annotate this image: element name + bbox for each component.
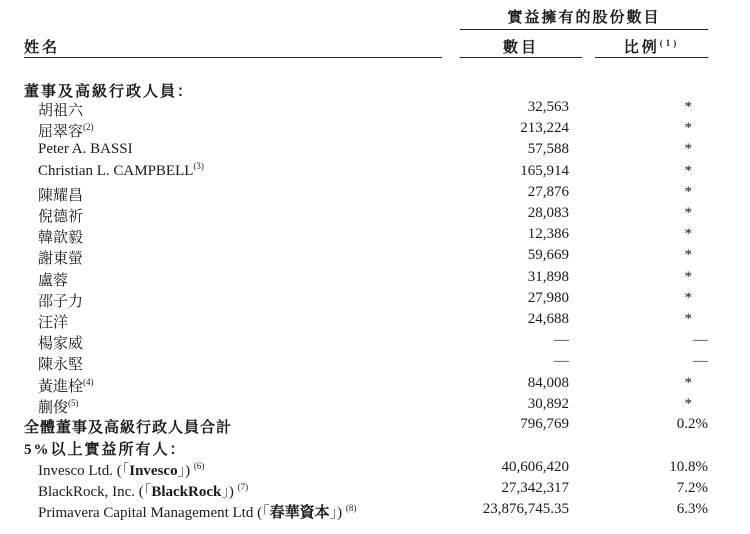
- director-percentage: *: [684, 311, 692, 327]
- footnote-ref: (4): [83, 376, 94, 387]
- director-percentage: *: [684, 141, 692, 158]
- director-name: 倪德祈: [38, 209, 84, 225]
- director-percentage: *: [684, 205, 692, 221]
- holder-name: BlackRock, Inc. (「BlackRock」) $^{(7)}$: [38, 482, 249, 501]
- holder-percentage: 7.2%: [676, 480, 708, 497]
- footnote-ref: (8): [345, 503, 357, 514]
- director-name: 盧蓉: [38, 272, 69, 289]
- director-percentage: *: [684, 395, 692, 412]
- director-row: [0, 160, 750, 184]
- total-percentage: 0.2%: [676, 416, 708, 432]
- director-row: [0, 120, 750, 141]
- director-row: [0, 332, 750, 353]
- director-share-count: 32,563: [527, 99, 569, 115]
- director-share-count: 24,688: [527, 311, 569, 327]
- group-header-rule: [460, 29, 708, 30]
- director-share-count: 31,898: [527, 268, 569, 285]
- director-share-count: 213,224: [520, 120, 569, 137]
- director-row: [0, 141, 750, 162]
- name-header-rule: [24, 57, 442, 58]
- director-row: [0, 99, 750, 120]
- substantial-holder-row: [0, 501, 750, 522]
- holder-share-count: 23,876,745.35: [482, 501, 569, 518]
- director-percentage: —: [693, 353, 708, 370]
- director-name: Peter A. BASSI: [38, 141, 133, 158]
- director-percentage: *: [684, 99, 692, 115]
- director-name: 陳耀昌: [38, 187, 84, 204]
- directors-section-heading: 董事及高級行政人員：: [24, 84, 195, 100]
- director-row: [0, 226, 750, 247]
- director-row: [0, 184, 750, 205]
- total-label: 全體董事及高級行政人員合計: [24, 420, 233, 436]
- director-row: [0, 290, 750, 311]
- percentage-header-rule: [595, 57, 708, 58]
- holder-short-name: Invesco: [129, 463, 178, 479]
- director-row: [0, 247, 750, 268]
- footnote-ref: (2): [83, 122, 94, 133]
- director-share-count: 84,008: [527, 374, 569, 391]
- shares-group-header: 實益擁有的股份數目: [507, 10, 661, 26]
- director-share-count: —: [554, 353, 569, 370]
- director-name: 黃進栓$^{(4)}$: [38, 376, 94, 395]
- name-column-header: 姓名: [24, 40, 61, 56]
- total-count: 796,769: [520, 416, 569, 432]
- director-percentage: *: [684, 120, 692, 137]
- director-name: 楊家威: [38, 336, 84, 353]
- percentage-column-header: 比例$^{(1)}$: [623, 38, 680, 56]
- director-name: 邵子力: [38, 293, 84, 310]
- director-share-count: 27,876: [527, 183, 569, 200]
- director-percentage: *: [684, 268, 692, 285]
- director-percentage: *: [684, 162, 692, 179]
- director-percentage: *: [684, 289, 692, 306]
- director-row: [0, 353, 750, 374]
- director-name: 謝東螢: [38, 251, 84, 268]
- footnote-ref: (7): [237, 482, 249, 493]
- director-name: 陳永堅: [38, 357, 84, 374]
- director-row: [0, 396, 750, 417]
- holder-share-count: 27,342,317: [501, 480, 569, 497]
- director-share-count: —: [554, 332, 569, 349]
- director-name: 胡祖六: [38, 103, 84, 119]
- footnote-ref: (3): [193, 160, 204, 171]
- director-share-count: 12,386: [527, 226, 569, 243]
- director-share-count: 30,892: [527, 395, 569, 412]
- director-row: [0, 269, 750, 290]
- director-percentage: *: [684, 226, 692, 243]
- director-share-count: 28,083: [527, 205, 569, 221]
- director-share-count: 165,914: [520, 162, 569, 179]
- substantial-holders-heading: 5%以上實益所有人：: [24, 442, 187, 458]
- holder-short-name: 春華資本: [269, 505, 330, 522]
- substantial-holder-row: [0, 459, 750, 480]
- director-percentage: *: [684, 247, 692, 264]
- directors-total-row: [0, 416, 750, 437]
- director-share-count: 59,669: [527, 247, 569, 264]
- director-name: 韓歆毅: [38, 230, 84, 247]
- footnote-ref: (5): [68, 397, 79, 408]
- director-row: [0, 205, 750, 226]
- director-percentage: —: [693, 332, 708, 349]
- director-name: 汪洋: [38, 315, 69, 331]
- director-row: [0, 311, 750, 332]
- holder-name: Invesco Ltd. (「Invesco」) $^{(6)}$: [38, 461, 205, 479]
- footnote-ref: (6): [193, 461, 205, 471]
- director-name: 屈翠容$^{(2)}$: [38, 122, 94, 141]
- director-row: [0, 375, 750, 396]
- holder-percentage: 6.3%: [676, 501, 708, 518]
- count-header-rule: [460, 57, 582, 58]
- holder-share-count: 40,606,420: [501, 459, 569, 475]
- director-percentage: *: [684, 183, 692, 200]
- holder-percentage: 10.8%: [669, 459, 708, 475]
- director-percentage: *: [684, 374, 692, 391]
- holder-name: Primavera Capital Management Ltd (「春華資本」) $^{(8)}$: [38, 503, 357, 522]
- director-share-count: 57,588: [527, 141, 569, 158]
- substantial-holder-row: [0, 480, 750, 501]
- director-name: 蒯俊$^{(5)}$: [38, 397, 79, 416]
- director-share-count: 27,980: [527, 289, 569, 306]
- director-name: Christian L. CAMPBELL$^{(3)}$: [38, 160, 204, 179]
- holder-short-name: BlackRock: [151, 484, 222, 501]
- count-column-header: 數目: [502, 40, 539, 56]
